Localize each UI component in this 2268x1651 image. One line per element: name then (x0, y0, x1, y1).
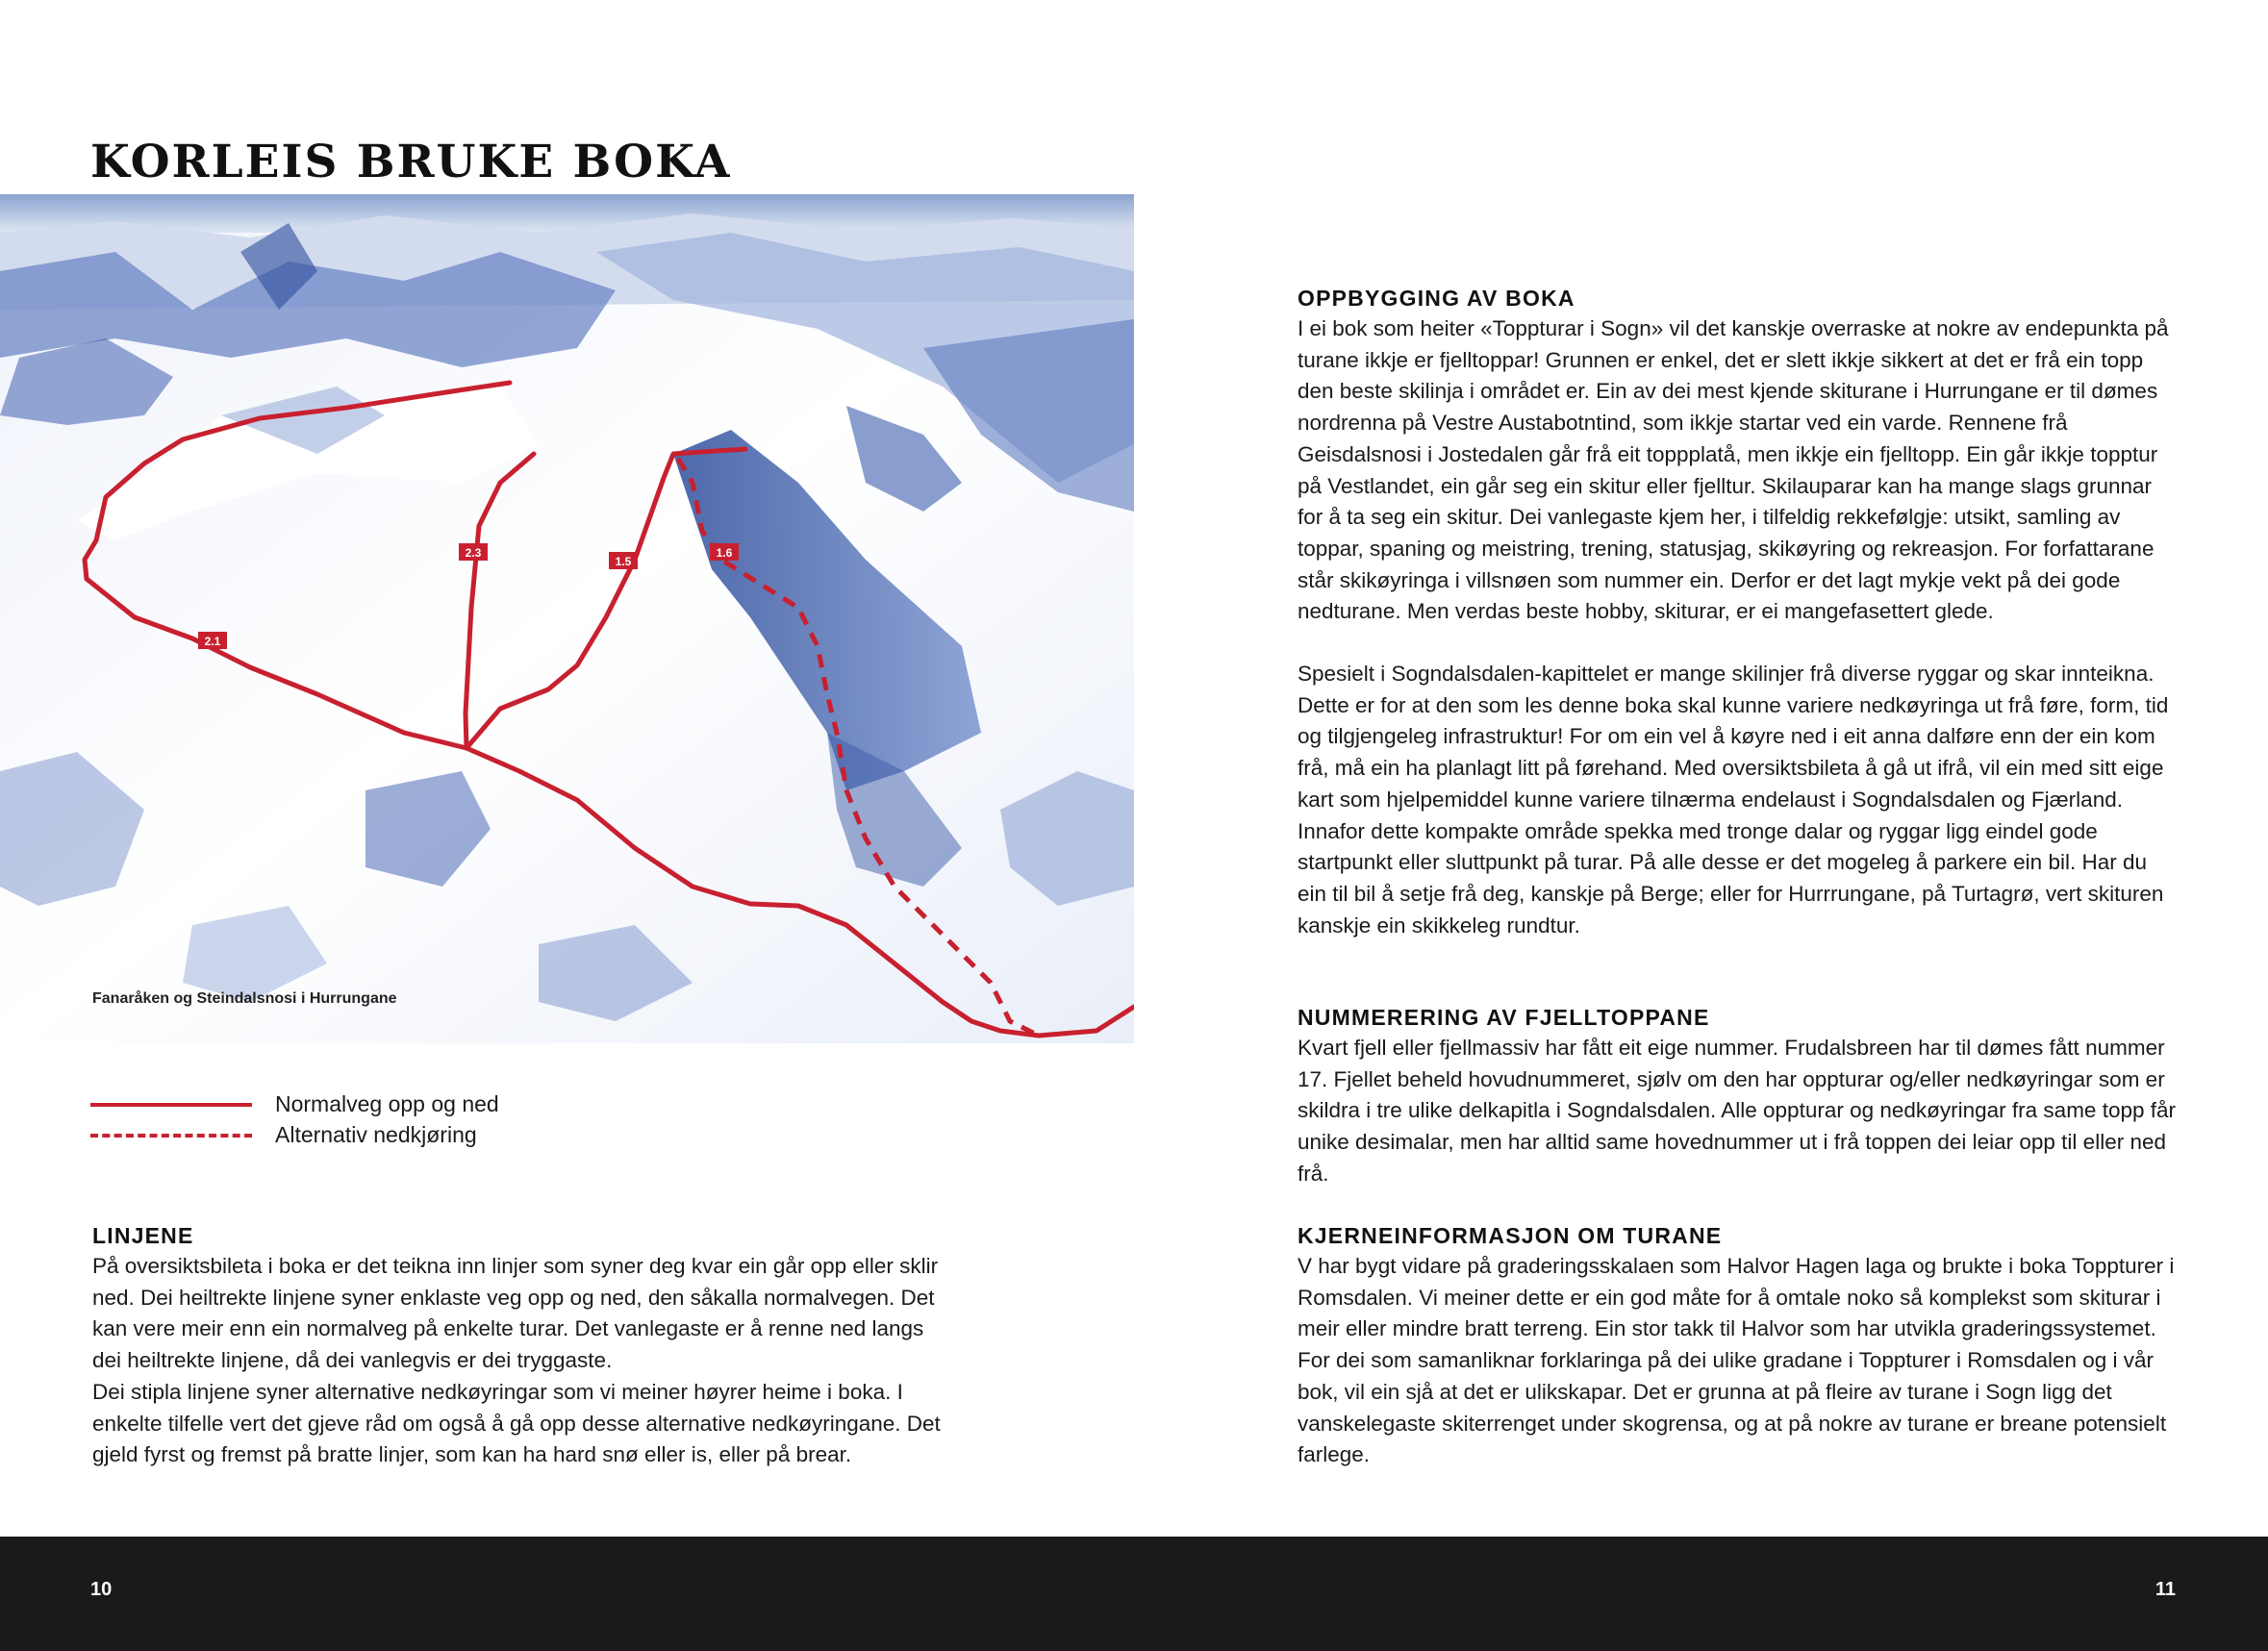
page-footer (0, 1537, 2268, 1651)
dashed-line-swatch (90, 1134, 252, 1138)
route-label-1-5 (609, 552, 638, 569)
aerial-photo (0, 194, 1134, 1043)
section-kjerneinformasjon (1298, 1220, 2177, 1471)
route-label-2-1 (198, 632, 227, 649)
legend-row-solid (90, 1088, 668, 1119)
route-label-1-6 (710, 543, 739, 561)
page-number-right: 11 (2155, 1579, 2176, 1600)
section-heading: NUMMERERING AV FJELLTOPPANE (1298, 1005, 1710, 1030)
mountain-route-map (0, 194, 1134, 1043)
section-nummerering (1298, 1002, 2177, 1190)
section-paragraph: Spesielt i Sogndalsdalen-kapittelet er mange skilinjer frå diverse ryggar og skar innteikna. Dette er for at den som les denne boka skal kunne variere nedkøyringa ut frå føre, form, tid og tilgjengeleg infrastruktur! For om ein vel å køyre ned i eit anna dalføre enn der ein kom frå, må ein ha planlagt litt på førehand. Med oversiktsbileta å gå ut ifrå, vil ein med sitt eige kart som hjelpemiddel kunne variere tilnærma endelaust i Sogndalsdalen og Fjærland. Innafor dette kompakte område spekka med tronge dalar og ryggar ligg eindel gode startpunkt eller sluttpunkt på turar. På alle desse er det mogeleg å parkere ein bil. Har du ein til bil å setje frå deg, kanskje på Berge; eller for Hurrrungane, på Turtagrø, vert skituren kanskje ein skikkeleg rundtur. (1298, 662, 2169, 938)
legend-solid-label: Normalveg opp og ned (275, 1091, 499, 1116)
legend-dashed-label: Alternativ nedkjøring (275, 1122, 477, 1147)
photo-caption: Fanaråken og Steindalsnosi i Hurrungane (92, 990, 397, 1007)
section-linjene (92, 1220, 958, 1471)
page-title: KORLEIS BRUKE BOKA (90, 134, 970, 203)
route-label-text: 2.1 (204, 635, 221, 648)
solid-line-swatch (90, 1103, 252, 1107)
section-paragraph: Kvart fjell eller fjellmassiv har fått eit eige nummer. Frudalsbreen har til dømes fått nummer 17. Fjellet beheld hovudnummeret, sjølv om den har oppturar og/eller nedkøyringar som er skildra i tre ulike delkapitla i Sogndalsdalen. Alle oppturar og nedkøyringar fra same topp får unike desimalar, men har alltid same hovednummer ut i frå toppen dei leiar opp til eller ned frå. (1298, 1036, 2176, 1186)
route-label-text: 1.5 (615, 555, 632, 568)
route-legend (90, 1088, 668, 1150)
section-paragraph: Dei stipla linjene syner alternative nedkøyringar som vi meiner høyrer heime i boka. I enkelte tilfelle vert det gjeve råd om også å gå opp desse alternative nedkøyringane. Det gjeld fyrst og fremst på bratte linjer, som kan ha hard snø eller is, eller på brear. (92, 1379, 941, 1467)
section-heading: OPPBYGGING AV BOKA (1298, 286, 1575, 311)
legend-row-dashed (90, 1119, 668, 1150)
section-paragraph: I ei bok som heiter «Toppturar i Sogn» vil det kanskje overraske at nokre av endepunkta på turane ikkje er fjelltoppar! Grunnen er enkel, det er slett ikkje sikkert at det er frå ein topp den beste skilinja i området er. Ein av dei mest kjende skiturane i Hurrungane er til dømes nordrenna på Vestre Austabotntind, som ikkje startar ved ein varde. Rennene frå Geisdalsnosi i Jostedalen går frå eit toppplatå, men ikkje ein fjelltopp. Ein går ikkje topptur på Vestlandet, ein går seg ein skitur eller fjelltur. Skilauparar kan ha mange slags grunnar for å ta seg ein skitur. Dei vanlegaste kjem her, i tilfeldig rekkefølgje: utsikt, samling av toppar, spaning og meistring, trening, statusjag, skikøyring og rekreasjon. For forfattarane står skikøyringa i villsnøen som nummer ein. Derfor er det lagt mykje vekt på dei gode nedturane. Men verdas beste hobby, skiturar, er ei mangefasettert glede. (1298, 316, 2169, 624)
section-oppbygging (1298, 283, 2177, 941)
page-number-left: 10 (90, 1579, 113, 1600)
section-paragraph: V har bygt vidare på graderingsskalaen som Halvor Hagen laga og brukte i boka Toppturer i Romsdalen. Vi meiner dette er ein god måte for å omtale noko så komplekst som skiturar i meir eller mindre bratt terreng. Ein stor takk til Halvor som har utvikla graderingssystemet. For dei som samanliknar forklaringa på dei ulike gradane i Toppturer i Romsdalen og i vår bok, vil ein sjå at det er ulikskapar. Det er grunna at på fleire av turane i Sogn ligg det vanskelegaste skiterrenget under skogrensa, og at på nokre av turane er breane potensielt farlege. (1298, 1254, 2175, 1467)
route-label-2-3 (459, 543, 488, 561)
section-heading: KJERNEINFORMASJON OM TURANE (1298, 1223, 1723, 1248)
section-heading: LINJENE (92, 1223, 194, 1248)
route-label-text: 2.3 (465, 546, 482, 560)
section-paragraph: På oversiktsbileta i boka er det teikna inn linjer som syner deg kvar ein går opp eller sklir ned. Dei heiltrekte linjene syner enklaste veg opp og ned, den såkalla normalvegen. Det kan vere meir enn ein normalveg på enkelte turar. Det vanlegaste er å renne ned langs dei heiltrekte linjene, då dei vanlegvis er dei tryggaste. (92, 1254, 939, 1373)
route-label-text: 1.6 (716, 546, 733, 560)
